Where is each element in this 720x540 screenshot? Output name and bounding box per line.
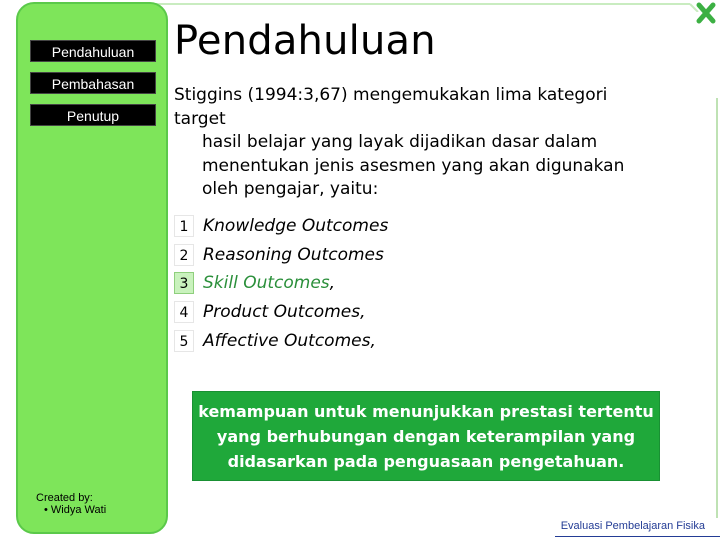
sidebar: [16, 2, 168, 534]
outcome-item[interactable]: [174, 241, 388, 270]
top-decorative-line: [150, 0, 720, 12]
outcome-text: Affective Outcomes,: [203, 330, 376, 351]
right-decorative-line: [716, 98, 718, 518]
outcome-number: 1: [174, 215, 194, 237]
outcome-number: 5: [174, 330, 194, 352]
outcome-number: 2: [174, 244, 194, 266]
outcome-item[interactable]: [174, 212, 388, 241]
outcome-item[interactable]: [174, 298, 388, 327]
footer-line: [555, 536, 720, 537]
intro-rest-lines: hasil belajar yang layak dijadikan dasar dalam menentukan jenis asesmen yang akan digunakan oleh pengajar, yaitu:: [202, 132, 625, 199]
page-title: Pendahuluan: [174, 18, 436, 64]
outcome-text: Product Outcomes,: [203, 302, 366, 323]
outcome-suffix: ,: [329, 273, 336, 294]
credits: [36, 492, 106, 516]
outcome-text: Knowledge Outcomes: [203, 216, 389, 237]
intro-paragraph: [174, 84, 654, 202]
nav-penutup-button[interactable]: Penutup: [30, 104, 156, 126]
credits-author: • Widya Wati: [44, 504, 107, 516]
credits-author-name: Widya Wati: [50, 504, 107, 516]
close-icon[interactable]: [696, 2, 716, 24]
intro-first-line: Stiggins (1994:3,67) mengemukakan lima kategori target: [174, 85, 608, 129]
outcome-number: 3: [174, 272, 194, 294]
outcome-item-active[interactable]: [174, 269, 388, 298]
nav-pendahuluan-button[interactable]: Pendahuluan: [30, 40, 156, 62]
footer-course-title: Evaluasi Pembelajaran Fisika: [560, 520, 705, 532]
nav-pembahasan-button[interactable]: Pembahasan: [30, 72, 156, 94]
definition-callout: kemampuan untuk menunjukkan prestasi tertentu yang berhubungan dengan keterampilan yang didasarkan pada penguasaan pengetahuan.: [192, 391, 660, 481]
outcome-number: 4: [174, 301, 194, 323]
outcome-text: Reasoning Outcomes: [203, 244, 384, 265]
outcomes-list: [174, 212, 388, 355]
outcome-item[interactable]: [174, 326, 388, 355]
credits-title: Created by:: [36, 492, 93, 504]
outcome-text: Skill Outcomes: [203, 273, 330, 294]
